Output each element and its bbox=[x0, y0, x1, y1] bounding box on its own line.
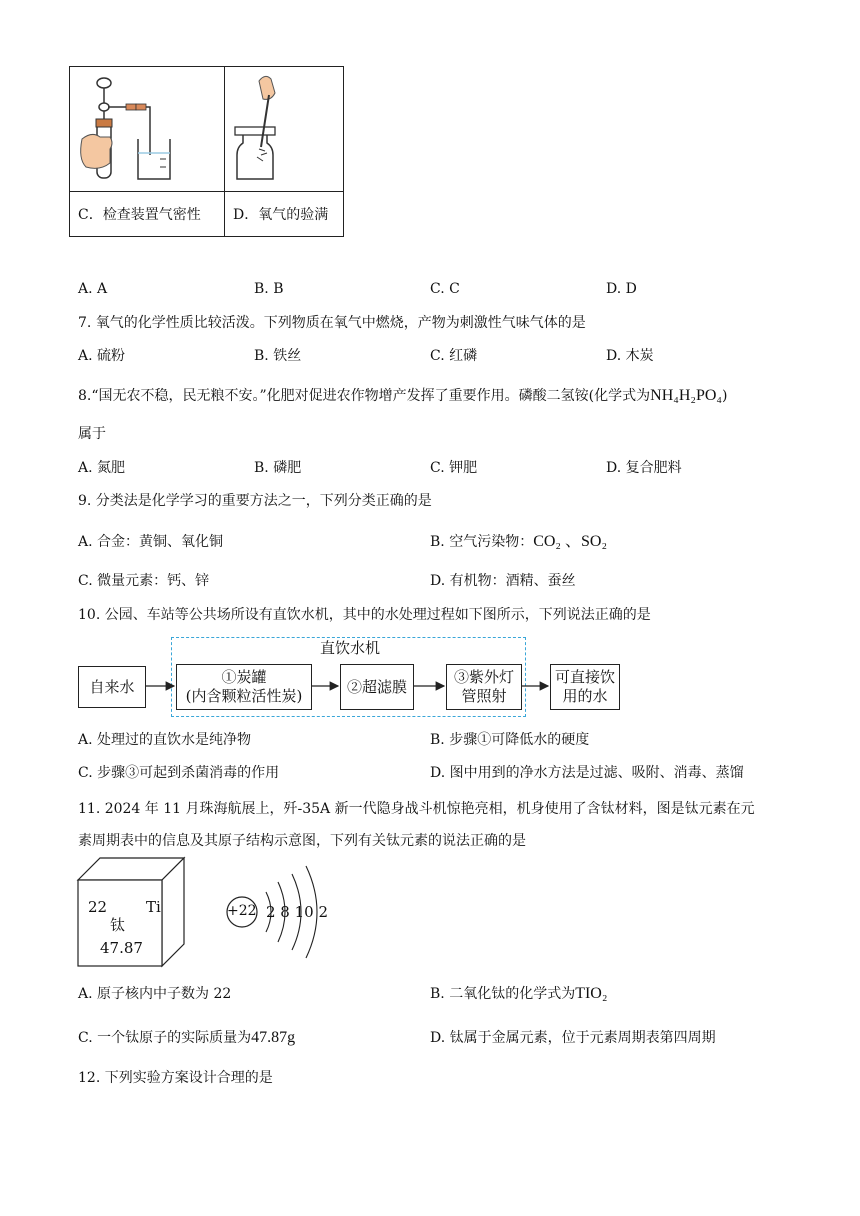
q7-option-d[interactable]: D. 木炭 bbox=[606, 348, 654, 364]
q6-option-b[interactable]: B. B bbox=[254, 281, 284, 297]
q7-stem: 7. 氧气的化学性质比较活泼。下列物质在氧气中燃烧，产物为刺激性气味气体的是 bbox=[78, 315, 586, 331]
q11-option-b-text: B. 二氧化钛的化学式为 bbox=[430, 986, 576, 1002]
q11-nucleus-charge: +22 bbox=[227, 903, 257, 919]
q11-option-c-value: 47.87g bbox=[251, 1029, 296, 1046]
q11-option-c[interactable] bbox=[78, 1028, 295, 1048]
q8-formula-close: ) bbox=[722, 388, 728, 404]
q8-stem-text: 8.“国无农不稳，民无粮不安。”化肥对促进农作物增产发挥了重要作用。磷酸二氢铵(化学式为 bbox=[78, 388, 651, 404]
q8-option-d[interactable]: D. 复合肥料 bbox=[606, 460, 682, 476]
q9-option-b-text: B. 空气污染物： bbox=[430, 534, 534, 550]
q10-result-line1: 可直接饮 bbox=[554, 668, 615, 686]
q11-element-name: 钛 bbox=[110, 916, 126, 934]
q11-atomic-number: 22 bbox=[88, 898, 108, 916]
q11-stem-line2: 素周期表中的信息及其原子结构示意图，下列有关钛元素的说法正确的是 bbox=[78, 833, 526, 849]
q10-tap-water-box: 自来水 bbox=[78, 666, 146, 708]
q6-option-c[interactable]: C. C bbox=[430, 281, 460, 297]
q11-option-d[interactable]: D. 钛属于金属元素，位于元素周期表第四周期 bbox=[430, 1030, 716, 1046]
q8-formula: NH₄H₂PO₄ bbox=[650, 387, 722, 404]
q11-option-b[interactable] bbox=[430, 984, 607, 1004]
q8-option-b[interactable]: B. 磷肥 bbox=[254, 460, 302, 476]
q11-atomic-mass: 47.87 bbox=[100, 939, 143, 957]
q10-option-a[interactable]: A. 处理过的直饮水是纯净物 bbox=[78, 732, 252, 748]
q11-option-c-text: C. 一个钛原子的实际质量为 bbox=[78, 1030, 252, 1046]
q6-option-c-label: C．检查装置气密性 bbox=[70, 192, 225, 237]
q10-option-c[interactable]: C. 步骤③可起到杀菌消毒的作用 bbox=[78, 765, 280, 781]
q6-option-d[interactable]: D. D bbox=[606, 281, 637, 297]
q10-machine-title: 直饮水机 bbox=[300, 638, 400, 658]
q7-option-c[interactable]: C. 红磷 bbox=[430, 348, 478, 364]
q10-option-d[interactable]: D. 图中用到的净水方法是过滤、吸附、消毒、蒸馏 bbox=[430, 765, 744, 781]
q7-option-a[interactable]: A. 硫粉 bbox=[78, 348, 126, 364]
q10-stem: 10. 公园、车站等公共场所设有直饮水机，其中的水处理过程如下图所示，下列说法正确的是 bbox=[78, 607, 651, 623]
q11-stem-line1: 11. 2024 年 11 月珠海航展上，歼-35A 新一代隐身战斗机惊艳亮相，机身使用了含钛材料，图是钛元素在元 bbox=[78, 801, 755, 817]
q8-option-a[interactable]: A. 氮肥 bbox=[78, 460, 126, 476]
q10-step1-line2: (内含颗粒活性炭) bbox=[185, 687, 303, 705]
q11-electron-shells: 2 8 10 2 bbox=[266, 903, 329, 921]
q10-step3-line1: ③紫外灯 bbox=[453, 668, 514, 686]
q11-option-a[interactable]: A. 原子核内中子数为 22 bbox=[78, 986, 232, 1002]
q10-step3-line2: 管照射 bbox=[461, 687, 507, 705]
q6-option-d-label: D．氧气的验满 bbox=[225, 192, 344, 237]
q12-stem: 12. 下列实验方案设计合理的是 bbox=[78, 1070, 273, 1086]
q10-option-b[interactable]: B. 步骤①可降低水的硬度 bbox=[430, 732, 590, 748]
q6-option-a[interactable]: A. A bbox=[78, 281, 108, 297]
q9-option-c[interactable]: C. 微量元素：钙、锌 bbox=[78, 573, 210, 589]
q9-option-d[interactable]: D. 有机物：酒精、蚕丝 bbox=[430, 573, 576, 589]
q11-option-b-formula: TIO₂ bbox=[575, 985, 608, 1002]
q10-result-line2: 用的水 bbox=[562, 687, 608, 705]
q8-stem-cont: 属于 bbox=[78, 426, 106, 442]
q7-option-b[interactable]: B. 铁丝 bbox=[254, 348, 302, 364]
q9-stem: 9. 分类法是化学学习的重要方法之一，下列分类正确的是 bbox=[78, 493, 432, 509]
q9-option-b-formula: CO₂ 、SO₂ bbox=[533, 533, 608, 550]
q10-step2-box: ②超滤膜 bbox=[340, 664, 414, 710]
q8-option-c[interactable]: C. 钾肥 bbox=[430, 460, 478, 476]
q9-option-a[interactable]: A. 合金：黄铜、氧化铜 bbox=[78, 534, 224, 550]
q11-element-symbol: Ti bbox=[146, 898, 161, 916]
q10-step1-line1: ①炭罐 bbox=[221, 668, 267, 686]
